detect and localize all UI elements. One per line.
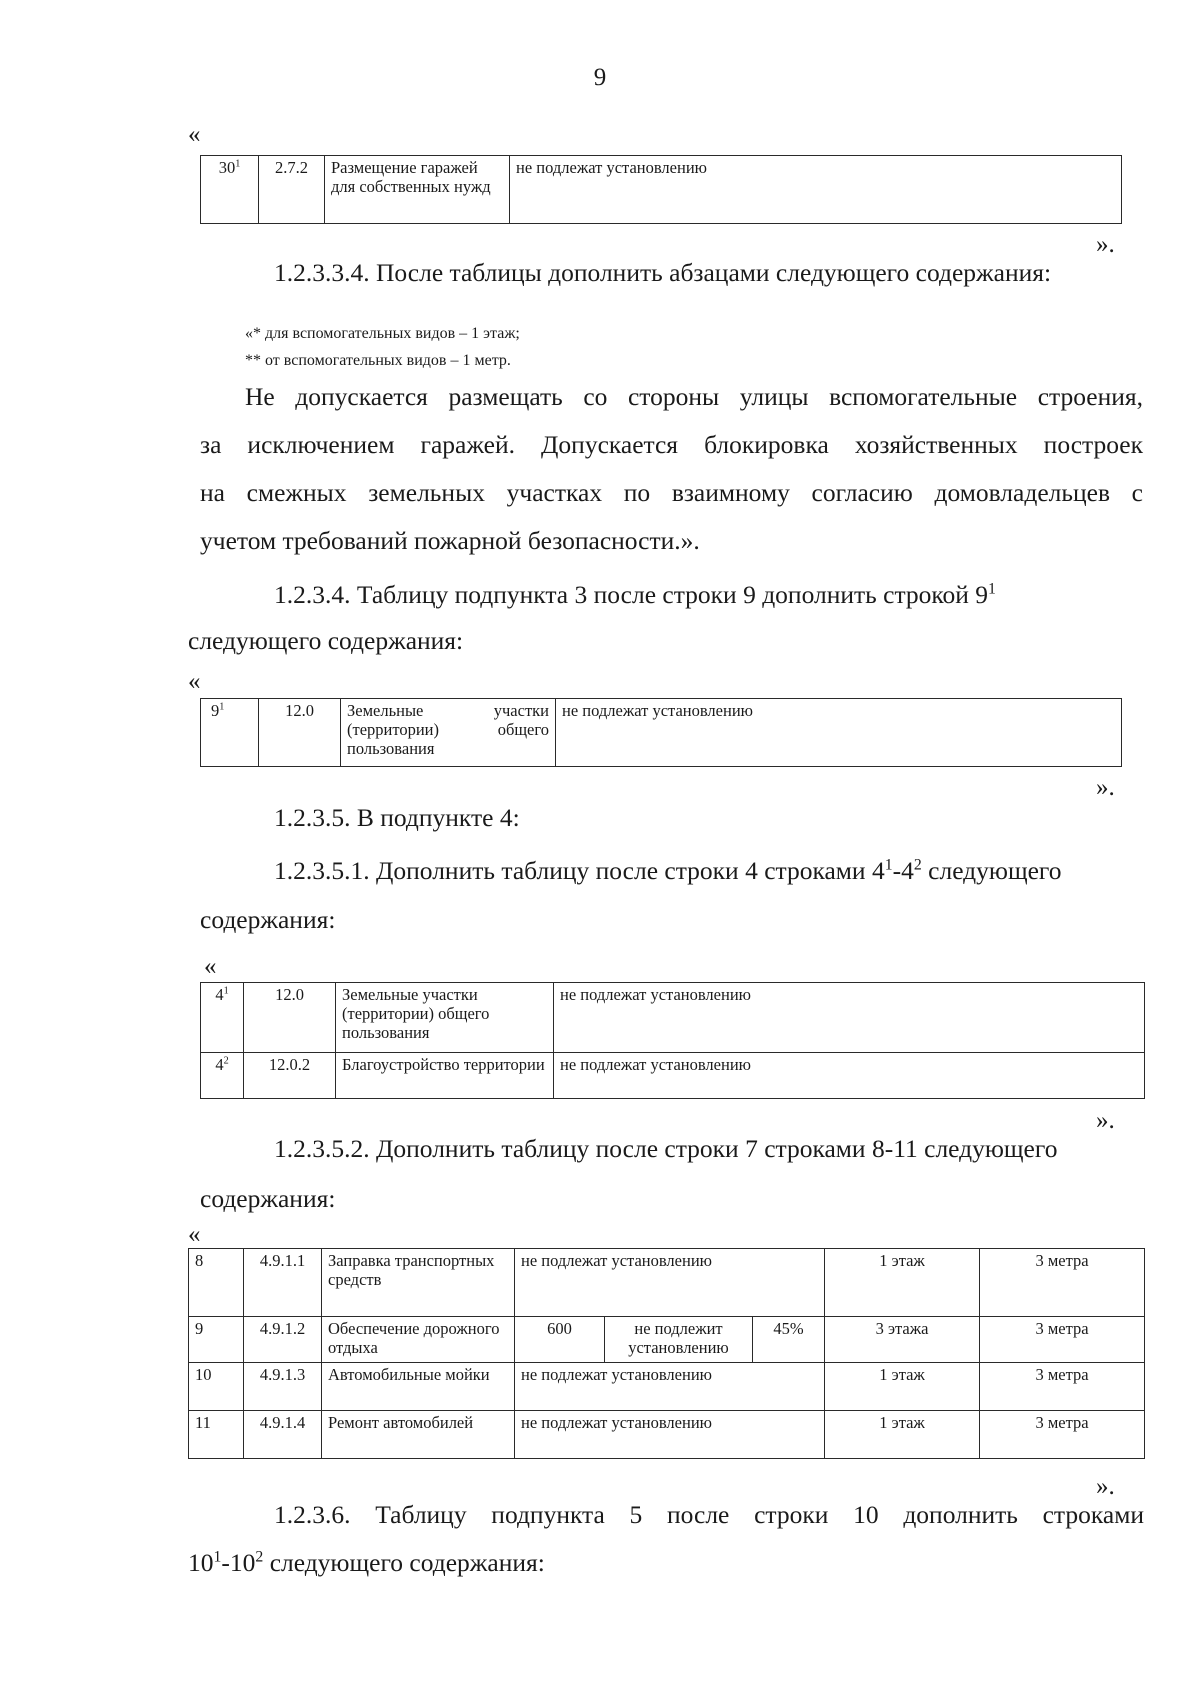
value-cell: не подлежат установлению	[515, 1249, 825, 1317]
table-row	[189, 1317, 1145, 1363]
table-3	[200, 982, 1145, 1099]
name-cell: Ремонт автомобилей	[322, 1411, 515, 1459]
paragraph-line: следующего содержания:	[188, 626, 464, 655]
value-cell: не подлежат установлению	[515, 1411, 825, 1459]
row-number-cell	[201, 699, 259, 767]
paragraph-line: Не допускается размещать со стороны улицы вспомогательные строения,	[245, 382, 1143, 411]
code-cell: 2.7.2	[259, 156, 325, 224]
table-row	[189, 1249, 1145, 1317]
row-number: 30	[218, 158, 236, 177]
open-quote-2: «	[188, 668, 201, 695]
close-quote-3: ».	[1096, 1107, 1115, 1134]
table-row	[201, 983, 1145, 1053]
name-cell: Размещение гаражей для собственных нужд	[325, 156, 510, 224]
row-number-sup: 2	[223, 1055, 229, 1067]
paragraph-text: 1.2.3.5.1. Дополнить таблицу после строки 4 строками 4	[274, 856, 885, 885]
code-cell: 4.9.1.4	[244, 1411, 322, 1459]
superscript: 1	[988, 580, 996, 598]
floors-cell: 1 этаж	[825, 1363, 980, 1411]
paragraph-text: -10	[221, 1548, 256, 1577]
paragraph-line: на смежных земельных участках по взаимному согласию домовладельцев с	[200, 478, 1143, 507]
row-number-cell	[201, 1053, 244, 1099]
table-2	[200, 698, 1122, 767]
paragraph-1-2-3-3-4: 1.2.3.3.4. После таблицы дополнить абзацами следующего содержания:	[274, 258, 1052, 287]
row-number-cell: 10	[189, 1363, 244, 1411]
row-number-cell: 11	[189, 1411, 244, 1459]
table-4	[188, 1248, 1145, 1459]
row-number-sup: 1	[219, 701, 225, 713]
open-quote-4: «	[188, 1221, 201, 1248]
value-cell: не подлежат установлению	[554, 983, 1145, 1053]
paragraph-text: следующего содержания:	[263, 1548, 545, 1577]
row-number-cell: 8	[189, 1249, 244, 1317]
open-quote-3: «	[204, 953, 217, 980]
name-cell: Земельные участки (территории) общего пользования	[336, 983, 554, 1053]
area-cell: 600	[515, 1317, 605, 1363]
table-1	[200, 155, 1122, 224]
row-number-cell	[201, 983, 244, 1053]
superscript: 2	[913, 856, 922, 874]
row-number-sup: 1	[235, 158, 241, 170]
name-cell: Обеспечение дорожного отдыха	[322, 1317, 515, 1363]
table-row	[201, 1053, 1145, 1099]
value-cell: не подлежат установлению	[556, 699, 1122, 767]
code-cell: 4.9.1.3	[244, 1363, 322, 1411]
table-row	[189, 1363, 1145, 1411]
limit-cell: не подлежит установлению	[605, 1317, 753, 1363]
paragraph-text: 10	[188, 1548, 214, 1577]
paragraph-line: за исключением гаражей. Допускается блокировка хозяйственных построек	[200, 430, 1143, 459]
value-cell: не подлежат установлению	[554, 1053, 1145, 1099]
text-row	[274, 580, 996, 610]
paragraph-line: учетом требований пожарной безопасности.».	[200, 526, 700, 555]
value-cell: не подлежат установлению	[510, 156, 1122, 224]
footnote-2: ** от вспомогательных видов – 1 метр.	[245, 352, 511, 369]
paragraph-1-2-3-5-2: 1.2.3.5.2. Дополнить таблицу после строки 7 строками 8-11 следующего	[274, 1134, 1058, 1163]
open-quote-1: «	[188, 121, 201, 148]
code-cell: 12.0	[244, 983, 336, 1053]
paragraph-1-2-3-6: 1.2.3.6. Таблицу подпункта 5 после строки 10 дополнить строками	[274, 1500, 1144, 1529]
code-cell: 12.0	[259, 699, 341, 767]
floors-cell: 3 этажа	[825, 1317, 980, 1363]
close-quote-2: ».	[1096, 774, 1115, 801]
code-cell: 4.9.1.1	[244, 1249, 322, 1317]
table-row	[201, 156, 1122, 224]
superscript: 1	[213, 1548, 222, 1566]
row-number-cell: 9	[189, 1317, 244, 1363]
paragraph-text: следующего	[921, 856, 1062, 885]
close-quote-1: ».	[1096, 231, 1115, 258]
code-cell: 12.0.2	[244, 1053, 336, 1099]
distance-cell: 3 метра	[980, 1411, 1145, 1459]
row-number-sup: 1	[223, 985, 229, 997]
paragraph-1-2-3-5: 1.2.3.5. В подпункте 4:	[274, 803, 520, 832]
table-row	[201, 699, 1122, 767]
name-cell: Благоустройство территории	[336, 1053, 554, 1099]
paragraph-text: -4	[892, 856, 914, 885]
code-cell: 4.9.1.2	[244, 1317, 322, 1363]
table-row	[189, 1411, 1145, 1459]
superscript: 1	[884, 856, 893, 874]
paragraph-1-2-3-5-1	[274, 856, 1061, 886]
paragraph-line: содержания:	[200, 905, 336, 934]
floors-cell: 1 этаж	[825, 1249, 980, 1317]
superscript: 2	[255, 1548, 264, 1566]
close-quote-4: ».	[1096, 1473, 1115, 1500]
percent-cell: 45%	[753, 1317, 825, 1363]
page-number: 9	[593, 64, 607, 91]
floors-cell: 1 этаж	[825, 1411, 980, 1459]
row-number-cell	[201, 156, 259, 224]
name-cell: Заправка транспортных средств	[322, 1249, 515, 1317]
distance-cell: 3 метра	[980, 1249, 1145, 1317]
paragraph-line: содержания:	[200, 1184, 336, 1213]
footnote-1: «* для вспомогательных видов – 1 этаж;	[245, 325, 520, 342]
name-cell: Земельные участки (территории) общего пользования	[341, 699, 556, 767]
row-number: 9	[211, 701, 220, 720]
row-number: 4	[215, 1055, 224, 1074]
paragraph-1-2-3-4	[274, 580, 1144, 610]
distance-cell: 3 метра	[980, 1363, 1145, 1411]
row-number: 4	[215, 985, 224, 1004]
name-cell: Автомобильные мойки	[322, 1363, 515, 1411]
paragraph-text: 1.2.3.4. Таблицу подпункта 3 после строки 9 дополнить строкой 9	[274, 580, 989, 609]
value-cell: не подлежат установлению	[515, 1363, 825, 1411]
paragraph-line	[188, 1548, 545, 1578]
distance-cell: 3 метра	[980, 1317, 1145, 1363]
